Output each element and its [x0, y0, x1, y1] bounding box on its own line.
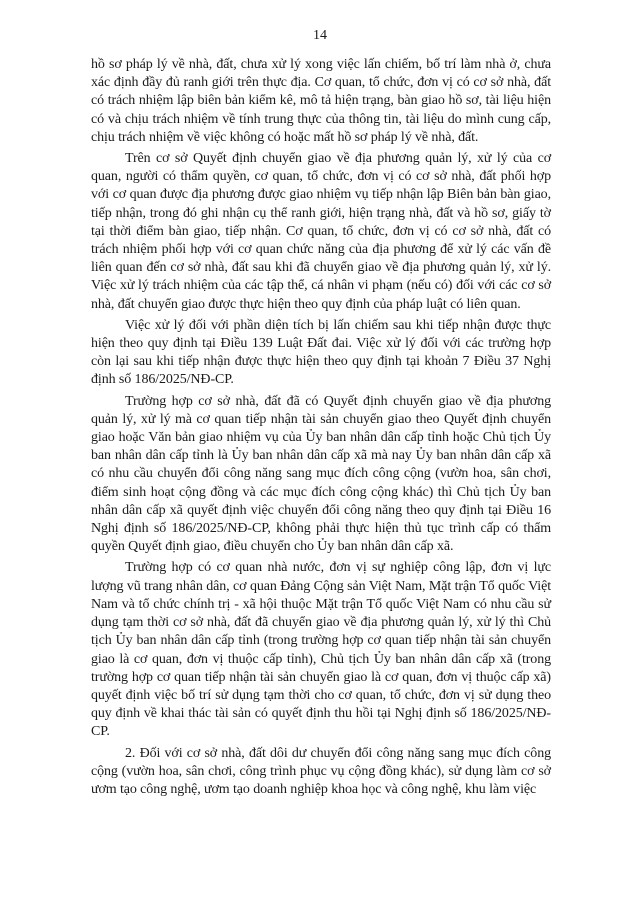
document-body — [91, 56, 551, 802]
paragraph-handover: Trên cơ sở Quyết định chuyển giao về địa phương quản lý, xử lý của cơ quan, người có thẩm quyền, cơ quan, tổ chức, đơn vị có cơ sở nhà, đất phối hợp với cơ quan được địa phương được giao nhiệm vụ tiếp nhận lập Biên bản bàn giao, tiếp nhận, trong đó ghi nhận cụ thể ranh giới, hiện trạng nhà, đất và hồ sơ, giấy tờ tại thời điểm bàn giao, tiếp nhận. Cơ quan, tổ chức, đơn vị có cơ sở nhà, đất có trách nhiệm phối hợp với cơ quan chức năng của địa phương để xử lý các vấn đề liên quan đến cơ sở nhà, đất sau khi đã chuyển giao về địa phương quản lý, xử lý. Việc xử lý trách nhiệm của các tập thể, cá nhân vi phạm (nếu có) đối với các cơ sở nhà, đất chuyển giao được thực hiện theo quy định của pháp luật có liên quan. — [91, 151, 551, 312]
paragraph-temporary-use: Trường hợp có cơ quan nhà nước, đơn vị sự nghiệp công lập, đơn vị lực lượng vũ trang nhân dân, cơ quan Đảng Cộng sản Việt Nam, Mặt trận Tổ quốc Việt Nam và tổ chức chính trị - xã hội thuộc Mặt trận Tổ quốc Việt Nam có nhu cầu sử dụng tạm thời cơ sở nhà, đất đã chuyển giao về địa phương quản lý, xử lý thì Chủ tịch Ủy ban nhân dân cấp tỉnh (trong trường hợp cơ quan tiếp nhận tài sản chuyển giao là cơ quan, đơn vị thuộc cấp tỉnh), Chủ tịch Ủy ban nhân dân cấp xã (trong trường hợp cơ quan tiếp nhận tài sản chuyển giao là cơ quan, đơn vị thuộc cấp xã) quyết định việc bố trí sử dụng tạm thời cho cơ quan, tổ chức, đơn vị sử dụng theo quy định về khai thác tài sản có quyết định thu hồi tại Nghị định số 186/2025/NĐ-CP. — [91, 560, 551, 740]
paragraph-encroachment: Việc xử lý đối với phần diện tích bị lấn chiếm sau khi tiếp nhận được thực hiện theo quy định tại Điều 139 Luật Đất đai. Việc xử lý đối với các trường hợp còn lại sau khi tiếp nhận được thực hiện theo quy định tại khoản 7 Điều 37 Nghị định số 186/2025/NĐ-CP. — [91, 317, 551, 388]
paragraph-section-2: 2. Đối với cơ sở nhà, đất dôi dư chuyển đổi công năng sang mục đích công cộng (vườn hoa, sân chơi, công trình phục vụ cộng đồng khác), sử dụng làm cơ sở ươm tạo công nghệ, ươm tạo doanh nghiệp khoa học và công nghệ, khu làm việc — [91, 745, 551, 797]
paragraph-public-conversion: Trường hợp cơ sở nhà, đất đã có Quyết định chuyển giao về địa phương quản lý, xử lý mà cơ quan tiếp nhận tài sản chuyển giao theo Quyết định chuyển giao hoặc Văn bản giao nhiệm vụ của Ủy ban nhân dân cấp tỉnh hoặc Chủ tịch Ủy ban nhân dân cấp tỉnh là Ủy ban nhân dân cấp xã mà nay Ủy ban nhân dân cấp xã có nhu cầu chuyển đổi công năng sang mục đích công cộng (vườn hoa, sân chơi, điểm sinh hoạt cộng đồng và các mục đích công cộng khác) thì Chủ tịch Ủy ban nhân dân cấp xã quyết định việc chuyển đổi công năng theo quy định tại Điều 16 Nghị định số 186/2025/NĐ-CP, không phải thực hiện thủ tục trình cấp có thẩm quyền Quyết định giao, điều chuyển cho Ủy ban nhân dân cấp xã. — [91, 393, 551, 555]
page-number: 14 — [313, 28, 327, 43]
paragraph-continued: hồ sơ pháp lý về nhà, đất, chưa xử lý xong việc lấn chiếm, bố trí làm nhà ở, chưa xác định đầy đủ ranh giới trên thực địa. Cơ quan, tổ chức, đơn vị có cơ sở nhà, đất có trách nhiệm lập biên bản kiểm kê, mô tả hiện trạng, bàn giao hồ sơ, tài liệu hiện có và chịu trách nhiệm về tính trung thực của thông tin, tài liệu do mình cung cấp, chịu trách nhiệm về việc không có hoặc mất hồ sơ pháp lý về nhà, đất. — [91, 57, 551, 145]
